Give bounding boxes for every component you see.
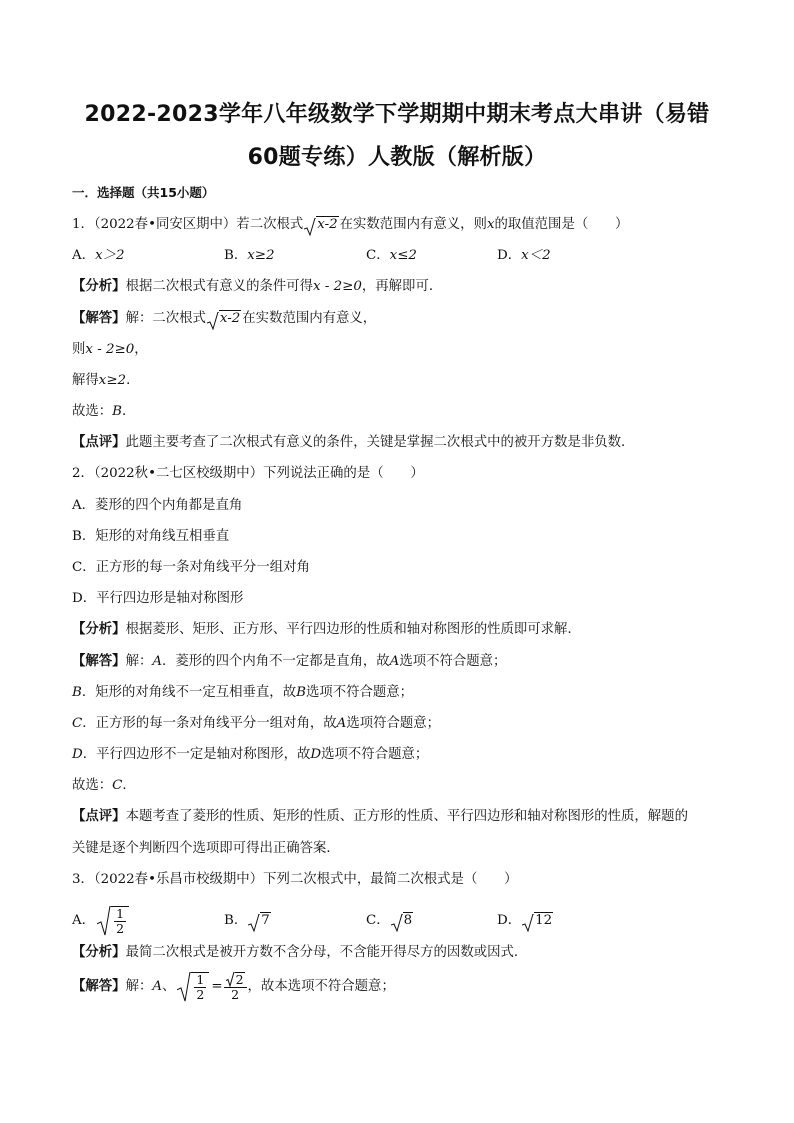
q1-step-1: 则x - 2≥0， [72,342,148,357]
q3-analysis: 【分析】最简二次根式是被开方数不含分母，不含能开得尽方的因数或因式． [72,945,528,960]
q2-comment-line-1: 【点评】本题考查了菱形的性质、矩形的性质、正方形的性质、平行四边形和轴对称图形的性质，解题的 [72,809,688,824]
q2-option-c: C．正方形的每一条对角线平分一组对角 [72,560,310,575]
analysis-tag: 【分析】 [72,279,126,294]
q1-stem-var: x [486,217,495,232]
radical-sign-icon [97,906,111,936]
q2-stem: 2．（2022秋•二七区校级期中）下列说法正确的是（ ） [72,466,424,481]
answer-tag: 【解答】 [72,311,126,326]
radical-sign-icon [522,914,534,932]
q2-option-d: D．平行四边形是轴对称图形 [72,591,244,606]
comment-tag: 【点评】 [72,435,126,450]
document-title-line-2: 60题专练）人教版（解析版） [247,145,547,170]
q2-answer-a: 【解答】解：A．菱形的四个内角不一定都是直角，故A选项不符合题意； [72,654,507,669]
section-heading: 一．选择题（共15小题） [72,185,215,200]
q2-answer-c: C．正方形的每一条对角线平分一组对角，故A选项符合题意； [72,716,441,731]
q1-answer: 【解答】解：二次根式 x-2 在实数范围内有意义， [72,310,732,328]
q1-step-2: 解得x≥2． [72,373,140,388]
q3-answer-result: $\frac{2}{2}$ [224,972,247,1002]
q3-options [72,902,732,936]
q1-option-c: C．x≤2 [366,248,417,263]
q2-answer-b: B．矩形的对角线不一定互相垂直，故B选项不符合题意； [72,685,414,700]
q2-analysis: 【分析】根据菱形、矩形、正方形、平行四边形的性质和轴对称图形的性质即可求解． [72,622,581,637]
q3-option-a-radical: $\frac{1}{2}$ [97,906,129,936]
radical-sign-icon [304,218,316,236]
q1-stem-radical [304,216,338,234]
q1-analysis: 【分析】根据二次根式有意义的条件可得x - 2≥0，再解即可． [72,279,443,294]
q1-choice: 故选：B． [72,404,136,419]
radical-sign-icon [177,972,191,1002]
radical-sign-icon [207,312,219,330]
q1-option-d: D．x＜2 [497,248,551,263]
q2-choice: 故选：C． [72,778,136,793]
q3-stem: 3．（2022春•乐昌市校级期中）下列二次根式中，最简二次根式是（ ） [72,872,518,887]
document-title-line-1: 2022-2023学年八年级数学下学期期中期末考点大串讲（易错 [84,102,710,127]
q1-option-b: B．x≥2 [224,248,275,263]
q1-stem-post: 的取值范围是（ ） [494,217,629,232]
q1-stem [72,216,732,234]
q3-option-c: C． 8 [366,912,414,930]
q1-answer-radical: x-2 [207,310,241,328]
q3-answer-radical: $\frac{1}{2}$ [177,972,209,1002]
q1-stem-pre: 1．（2022春•同安区期中）若二次根式 [72,217,304,232]
q3-option-b: B． 7 [224,912,272,930]
q3-answer: 【解答】解：A、 $\frac{1}{2}$ = $\frac{2}{2}$ ，故本选项不符合题意； [72,972,395,1002]
radical-sign-icon [391,914,403,932]
q1-option-a: A．x＞2 [72,248,125,263]
q2-option-a: A．菱形的四个内角都是直角 [72,498,243,513]
q3-option-d: D． 12 [497,912,554,930]
q2-option-b: B．矩形的对角线互相垂直 [72,529,230,544]
q3-option-a: A． $\frac{1}{2}$ [72,906,131,936]
q2-answer-d: D．平行四边形不一定是轴对称图形，故D选项不符合题意； [72,747,429,762]
q1-stem-mid: 在实数范围内有意义，则 [339,217,487,232]
q1-comment: 【点评】此题主要考查了二次根式有意义的条件，关键是掌握二次根式中的被开方数是非负数． [72,435,635,450]
q1-stem-radicand: x-2 [317,217,338,232]
radical-sign-icon [226,972,235,987]
q2-comment-line-2: 关键是逐个判断四个选项即可得出正确答案． [72,841,340,856]
radical-sign-icon [248,914,260,932]
